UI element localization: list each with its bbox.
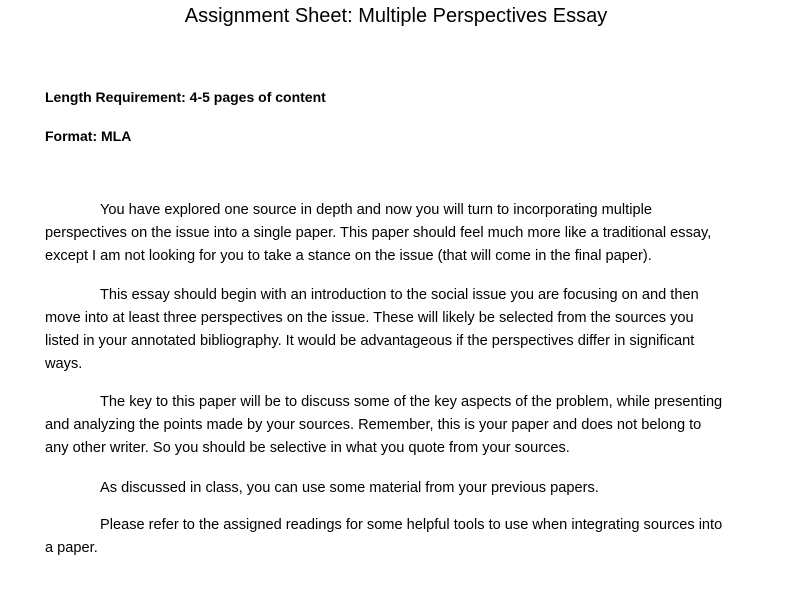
paragraph-structure	[45, 284, 757, 376]
length-requirement: Length Requirement: 4-5 pages of content	[45, 89, 326, 105]
format-requirement: Format: MLA	[45, 128, 132, 144]
paragraph-line: a paper.	[45, 540, 98, 556]
paragraph-line: You have explored one source in depth and now you will turn to incorporating multiple	[100, 202, 652, 218]
page-title: Assignment Sheet: Multiple Perspectives Essay	[184, 5, 608, 27]
paragraph-line: any other writer. So you should be selective in what you quote from your sources.	[45, 440, 570, 456]
paragraph-line: This essay should begin with an introduction to the social issue you are focusing on and then	[100, 287, 699, 303]
paragraph-line: and analyzing the points made by your sources. Remember, this is your paper and does not belong to	[45, 417, 702, 433]
paragraph-line: As discussed in class, you can use some material from your previous papers.	[100, 480, 599, 496]
paragraph-previous-papers	[45, 477, 757, 500]
paragraph-readings	[45, 514, 757, 560]
paragraph-line: Please refer to the assigned readings for some helpful tools to use when integrating sources into	[100, 517, 723, 533]
paragraph-line: listed in your annotated bibliography. It would be advantageous if the perspectives differ in significant	[45, 333, 695, 349]
paragraph-line: perspectives on the issue into a single paper. This paper should feel much more like a traditional essay,	[45, 225, 712, 241]
paragraph-line: The key to this paper will be to discuss some of the key aspects of the problem, while presenting	[100, 394, 723, 410]
paragraph-key-points	[45, 391, 757, 460]
paragraph-intro	[45, 199, 757, 268]
paragraph-line: ways.	[45, 356, 83, 372]
paragraph-line: except I am not looking for you to take a stance on the issue (that will come in the final paper).	[45, 248, 652, 264]
paragraph-line: move into at least three perspectives on the issue. These will likely be selected from the sources you	[45, 310, 694, 326]
